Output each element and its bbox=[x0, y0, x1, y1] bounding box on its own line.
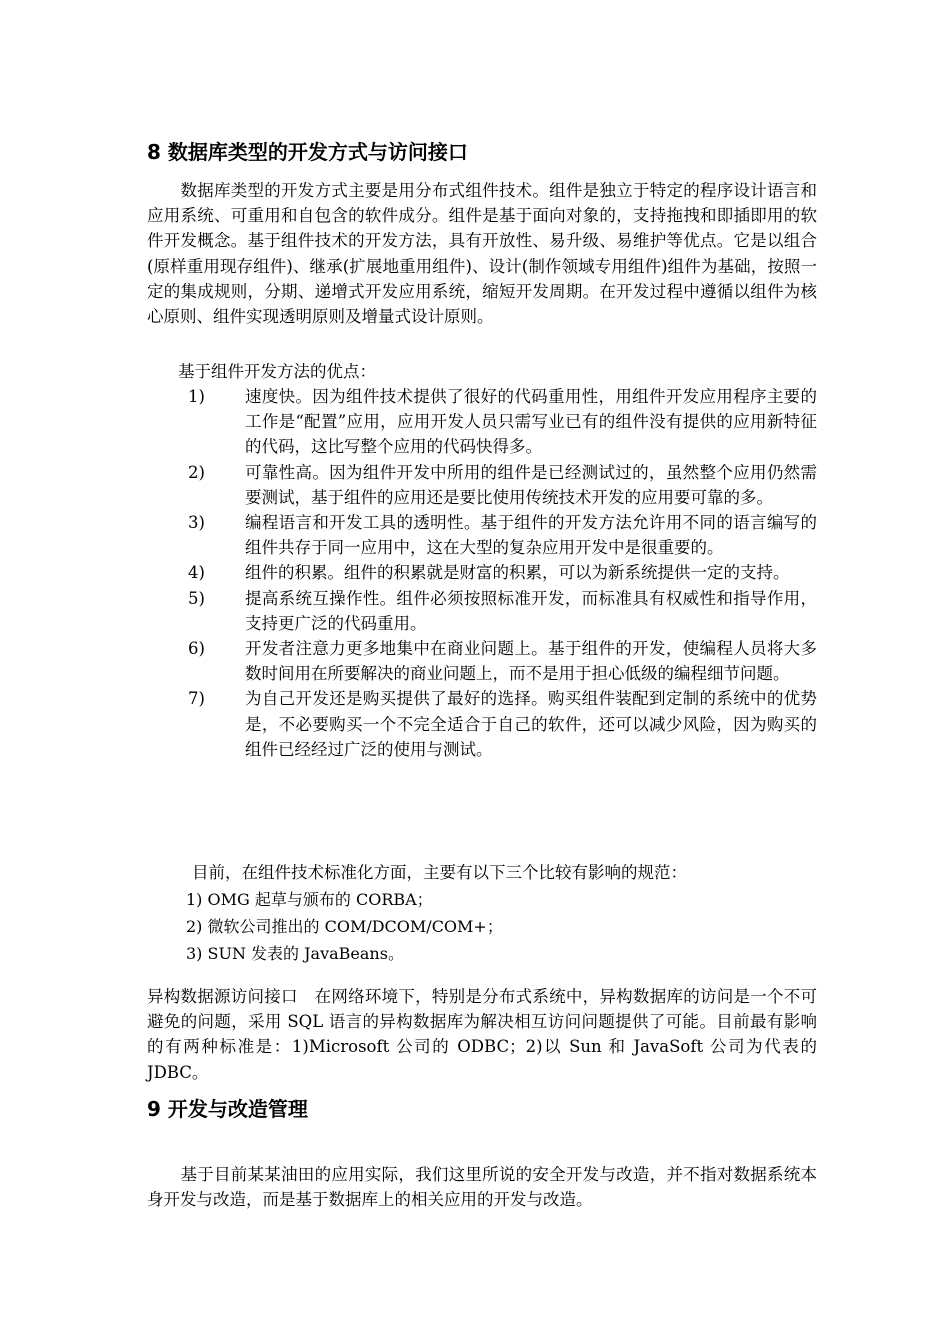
advantage-text: 提高系统互操作性。组件必须按照标准开发，而标准具有权威性和指导作用，支持更广泛的代码重用。 bbox=[245, 588, 817, 633]
advantage-item bbox=[147, 510, 817, 560]
advantage-number: 1) bbox=[188, 387, 205, 406]
advantage-text: 编程语言和开发工具的透明性。基于组件的开发方法允许用不同的语言编写的组件共存于同一应用中，这在大型的复杂应用开发中是很重要的。 bbox=[245, 513, 817, 558]
advantages-title: 基于组件开发方法的优点： bbox=[178, 362, 376, 381]
advantage-number: 4) bbox=[188, 563, 205, 583]
standards-intro: 目前，在组件技术标准化方面，主要有以下三个比较有影响的规范： bbox=[192, 863, 687, 882]
advantage-item bbox=[147, 636, 817, 686]
advantage-text: 为自己开发还是购买提供了最好的选择。购买组件装配到定制的系统中的优势是，不必要购买一个不完全适合于自己的软件，还可以减少风险，因为购买的组件已经经过广泛的使用与测试。 bbox=[245, 689, 817, 759]
section-8-intro-paragraph: 数据库类型的开发方式主要是用分布式组件技术。组件是独立于特定的程序设计语言和应用系统、可重用和自包含的软件成分。组件是基于面向对象的，支持拖拽和即插即用的软件开发概念。基于组件技术的开发方法，具有开放性、易升级、易维护等优点。它是以组合(原样重用现存组件)、继承(扩展地重用组件)、设计(制作领域专用组件)组件为基础，按照一定的集成规则，分期、递增式开发应用系统，缩短开发周期。在开发过程中遵循以组件为核心原则、组件实现透明原则及增量式设计原则。 bbox=[147, 181, 817, 327]
advantage-item bbox=[147, 460, 817, 510]
advantage-number: 7) bbox=[188, 689, 205, 709]
advantage-text: 开发者注意力更多地集中在商业问题上。基于组件的开发，使编程人员将大多数时间用在所要解决的商业问题上，而不是用于担心低级的编程细节问题。 bbox=[245, 639, 817, 684]
advantage-text: 组件的积累。组件的积累就是财富的积累，可以为新系统提供一定的支持。 bbox=[245, 563, 790, 583]
advantage-number: 3) bbox=[188, 513, 205, 533]
section-9-body-paragraph: 基于目前某某油田的应用实际，我们这里所说的安全开发与改造，并不指对数据系统本身开发与改造，而是基于数据库上的相关应用的开发与改造。 bbox=[147, 1165, 817, 1210]
standard-item: 2) 微软公司推出的 COM/DCOM/COM+； bbox=[186, 917, 503, 936]
standard-item: 3) SUN 发表的 JavaBeans。 bbox=[186, 944, 404, 963]
standards-list bbox=[186, 886, 503, 967]
heterogeneous-access-paragraph: 异构数据源访问接口 在网络环境下，特别是分布式系统中，异构数据库的访问是一个不可避免的问题，采用 SQL 语言的异构数据库为解决相互访问问题提供了可能。目前最有影响的有两种标准是：1)Microsoft 公司的 ODBC；2)以 Sun 和 JavaSoft 公司为代表的 JDBC。 bbox=[147, 987, 817, 1082]
advantage-number: 6) bbox=[188, 639, 205, 659]
advantage-item bbox=[147, 686, 817, 762]
advantage-item bbox=[147, 586, 817, 636]
section-8-heading: 8 数据库类型的开发方式与访问接口 bbox=[147, 140, 468, 164]
advantage-text: 可靠性高。因为组件开发中所用的组件是已经测试过的，虽然整个应用仍然需要测试，基于组件的应用还是要比使用传统技术开发的应用要可靠的多。 bbox=[245, 462, 817, 507]
advantages-list bbox=[147, 384, 817, 762]
advantage-text: 速度快。因为组件技术提供了很好的代码重用性，用组件开发应用程序主要的工作是“配置”应用，应用开发人员只需写业已有的组件没有提供的应用新特征的代码，这比写整个应用的代码快得多。 bbox=[245, 387, 817, 457]
advantage-item bbox=[147, 384, 817, 460]
advantage-number: 5) bbox=[188, 588, 205, 608]
advantage-item bbox=[147, 560, 817, 585]
advantage-number: 2) bbox=[188, 462, 205, 482]
section-9-heading: 9 开发与改造管理 bbox=[147, 1097, 308, 1121]
standard-item: 1) OMG 起草与颁布的 CORBA； bbox=[186, 890, 433, 909]
